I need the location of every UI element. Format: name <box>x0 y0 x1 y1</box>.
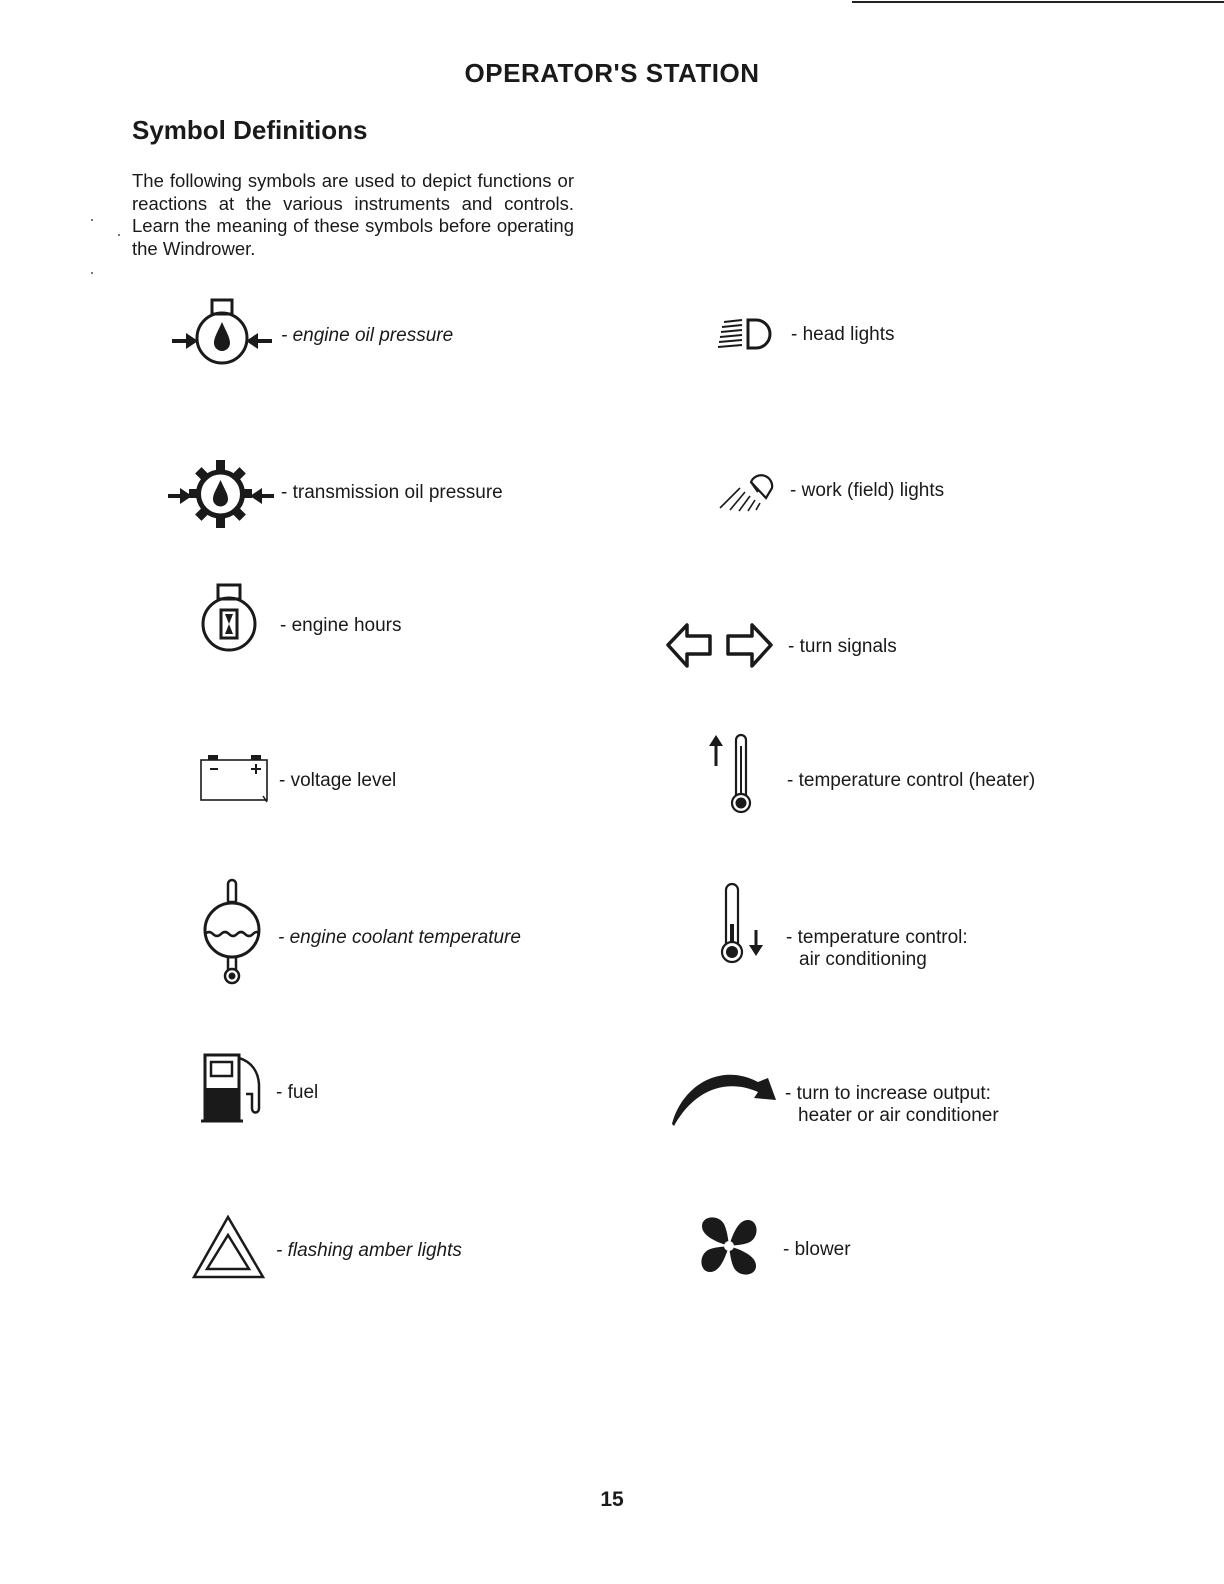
fan-icon <box>696 1214 762 1283</box>
temperature-control-heater-label: - temperature control (heater) <box>787 770 1036 791</box>
work-lights-label: - work (field) lights <box>790 480 945 501</box>
page-number: 15 <box>600 1488 624 1511</box>
headlight-icon <box>716 316 774 359</box>
increase-output-line1: - turn to increase output: <box>785 1083 991 1104</box>
head-lights-label: - head lights <box>791 324 895 345</box>
engine-hours-label: - engine hours <box>280 615 402 636</box>
turn-signal-arrows-icon <box>665 620 775 677</box>
top-rule <box>852 1 1224 3</box>
increase-output-label <box>785 1083 999 1127</box>
engine-coolant-temperature-label: - engine coolant temperature <box>278 927 521 948</box>
scan-speck <box>118 234 120 236</box>
blower-label: - blower <box>783 1239 851 1260</box>
scan-speck <box>91 219 93 221</box>
page-title: OPERATOR'S STATION <box>464 58 760 88</box>
intro-paragraph: The following symbols are used to depict functions or reactions at the various instruments and controls. Learn the meaning of these symbols before operating the Windrower. <box>132 170 574 259</box>
transmission-oil-pressure-icon <box>166 458 276 535</box>
temperature-control-ac-line2: air conditioning <box>799 949 927 970</box>
thermometer-down-icon <box>712 884 768 973</box>
temperature-control-ac-line1: - temperature control: <box>786 927 968 948</box>
turn-signals-label: - turn signals <box>788 636 897 657</box>
coolant-temperature-icon <box>199 880 265 991</box>
engine-hours-icon <box>198 583 262 660</box>
voltage-level-label: - voltage level <box>279 770 397 791</box>
transmission-oil-pressure-label: - transmission oil pressure <box>281 482 503 503</box>
increase-arc-icon <box>668 1060 782 1135</box>
hazard-triangle-icon <box>192 1214 266 1285</box>
temperature-control-ac-label <box>786 927 968 971</box>
section-title: Symbol Definitions <box>132 115 368 145</box>
flashing-amber-lights-label: - flashing amber lights <box>276 1240 462 1261</box>
fuel-label: - fuel <box>276 1082 319 1103</box>
increase-output-line2: heater or air conditioner <box>798 1105 999 1126</box>
engine-oil-pressure-icon <box>168 298 276 375</box>
engine-oil-pressure-label: - engine oil pressure <box>281 325 454 346</box>
battery-icon <box>199 752 271 809</box>
work-light-icon <box>718 470 774 519</box>
thermometer-up-icon <box>706 732 758 821</box>
fuel-pump-icon <box>198 1048 270 1133</box>
scan-speck <box>91 272 93 274</box>
